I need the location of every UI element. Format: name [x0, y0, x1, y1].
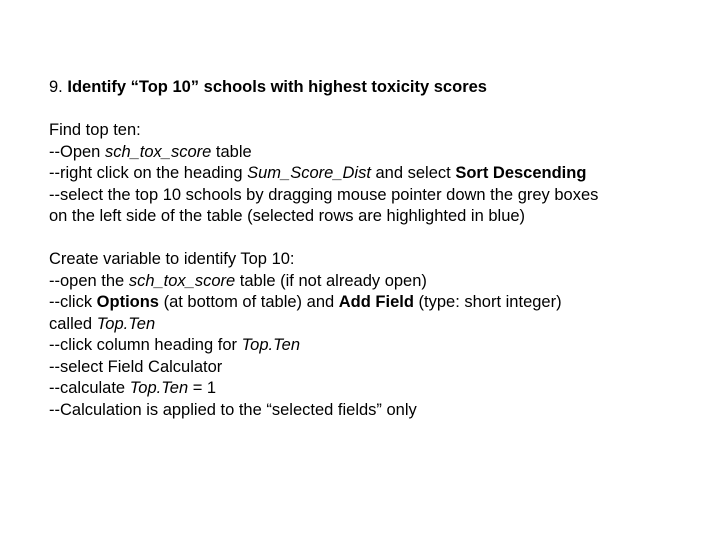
text: --click column heading for: [49, 336, 242, 354]
instruction-line: on the left side of the table (selected rows are highlighted in blue): [49, 207, 526, 225]
instruction-line: [49, 378, 689, 400]
field-name: Sum_Score_Dist: [247, 164, 371, 182]
field-name: Top.Ten: [96, 314, 156, 333]
instruction-line: [49, 163, 689, 185]
text: called: [49, 314, 97, 333]
slide-title: [49, 77, 487, 97]
instruction-line: --select the top 10 schools by dragging mouse pointer down the grey boxes: [49, 185, 599, 204]
field-name: Top.Ten: [241, 336, 300, 354]
instruction-line: [49, 292, 689, 314]
field-name: Top.Ten: [129, 379, 189, 397]
text: (at bottom of table) and: [158, 293, 339, 311]
text: --calculate: [49, 379, 130, 397]
table-name: sch_tox_score: [128, 271, 236, 290]
instruction-line: --Calculation is applied to the “selected fields” only: [49, 400, 417, 419]
table-name: sch_tox_score: [104, 142, 212, 161]
instruction-line: [49, 142, 689, 164]
instruction-line: [49, 335, 689, 357]
command-name: Options: [96, 293, 159, 311]
section-heading: Find top ten:: [49, 121, 141, 139]
text: table (if not already open): [235, 271, 427, 290]
create-variable-section: [49, 249, 689, 421]
section-heading: Create variable to identify Top 10:: [49, 250, 295, 268]
text: = 1: [188, 379, 217, 397]
instruction-line: [49, 271, 689, 293]
instruction-line: --select Field Calculator: [49, 357, 223, 376]
text: and select: [370, 164, 456, 182]
text: (type: short integer): [413, 293, 562, 311]
command-name: Add Field: [338, 293, 414, 311]
text: --open the: [49, 271, 129, 290]
text: --right click on the heading: [49, 164, 248, 182]
text: table: [211, 142, 252, 161]
text: --Open: [49, 142, 105, 161]
find-top-ten-section: [49, 120, 689, 228]
title-text: Identify “Top 10” schools with highest toxicity scores: [67, 78, 487, 96]
text: --click: [49, 293, 97, 311]
title-number: 9.: [49, 78, 63, 96]
command-name: Sort Descending: [455, 164, 587, 182]
instruction-line: [49, 314, 689, 336]
